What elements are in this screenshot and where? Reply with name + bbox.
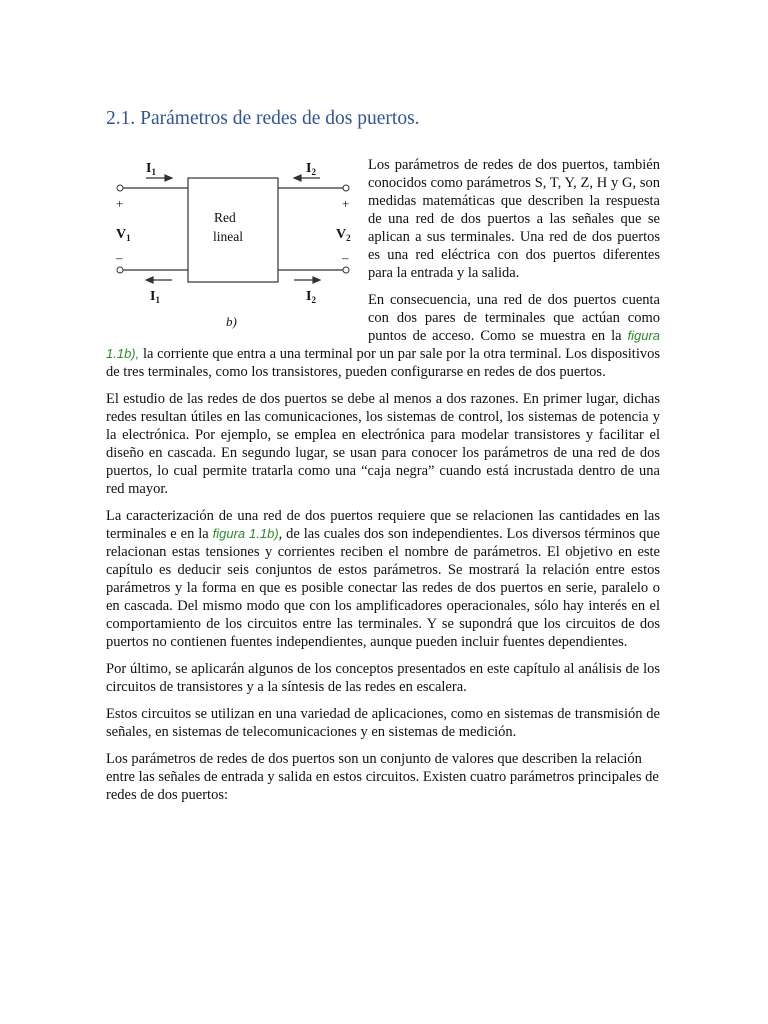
label-i1-bottom: $I_1$ — [150, 289, 160, 305]
label-v2: $V_2$ — [336, 227, 351, 243]
paragraph-2-part-a: En consecuencia, una red de dos puertos cuenta con dos pares de terminales que actúan como puntos de acceso. Como se muestra en la — [368, 292, 660, 344]
plus-right: + — [342, 196, 350, 211]
label-i2-top: $I_2$ — [306, 161, 316, 177]
paragraph-5: Por último, se aplicarán algunos de los conceptos presentados en este capítulo al análisis de los circuitos de transistores y a la síntesis de las redes en escalera. — [106, 661, 660, 695]
paragraph-2-part-b: la corriente que entra a una terminal por un par sale por la otra terminal. Los dispositivos de tres terminales, como los transistores, pueden configurarse en redes de dos puertos. — [106, 346, 660, 380]
paragraph-1: Los parámetros de redes de dos puertos, también conocidos como parámetros S, T, Y, Z, H y G, son medidas matemáticas que describen la respuesta de una red de dos puertos a las señales que se aplican a sus terminales. Una red de dos puertos es una red eléctrica con dos puertos diferentes para la entrada y la salida. — [368, 157, 660, 281]
figure-float-spacer — [106, 156, 368, 332]
plus-left: + — [116, 196, 124, 211]
paragraph-4-part-a: La caracterización de una red de dos puertos requiere que se relacionen las cantidades en las terminales e en la — [106, 508, 660, 542]
paragraph-4 — [106, 507, 660, 651]
body-text — [106, 156, 660, 813]
figure-reference-link[interactable]: figura 1.1b) — [212, 526, 279, 541]
figure-reference-link[interactable]: figura 1.1b), — [106, 328, 661, 361]
label-v1: $V_1$ — [116, 227, 131, 243]
label-i2-bottom: $I_2$ — [306, 289, 316, 305]
paragraph-7: Los parámetros de redes de dos puertos son un conjunto de valores que describen la relación entre las señales de entrada y salida en estos circuitos. Existen cuatro parámetros principales de redes de dos puertos: — [106, 751, 659, 803]
box-label-line2: lineal — [213, 229, 243, 244]
figure-caption: b) — [226, 314, 237, 329]
paragraph-4-part-b: , de las cuales dos son independientes. Los diversos términos que relacionan estas tensiones y corrientes reciben el nombre de parámetros. El objetivo en este capítulo es deducir seis conjuntos de estos parámetros. Se mostrará la relación entre estos parámetros y la forma en que es posible conectar las redes de dos puertos en serie, paralelo o en cascada. Del mismo modo que con los amplificadores operacionales, sólo hay interés en el comportamiento de los circuitos entre las terminales. Y se supondrá que los circuitos de dos puertos no contienen fuentes independientes, aunque pueden incluir fuentes dependientes. — [106, 526, 660, 650]
label-i1-top: $I_1$ — [146, 161, 156, 177]
paragraph-3: El estudio de las redes de dos puertos se debe al menos a dos razones. En primer lugar, dichas redes resultan útiles en las comunicaciones, los sistemas de control, los sistemas de potencia y la electrónica. Por ejemplo, se emplea en electrónica para modelar transistores y facilitar el diseño en cascada. En segundo lugar, se usan para conocer los parámetros de una red de dos puertos, lo cual permite tratarla como una “caja negra” cuando está incrustada dentro de una red mayor. — [106, 391, 660, 497]
section-heading: 2.1. Parámetros de redes de dos puertos. — [106, 108, 420, 129]
minus-right: – — [342, 250, 349, 265]
paragraph-6: Estos circuitos se utilizan en una variedad de aplicaciones, como en sistemas de transmisión de señales, en sistemas de telecomunicaciones y en sistemas de medición. — [106, 706, 660, 740]
box-label-line1: Red — [214, 210, 236, 225]
minus-left: – — [116, 250, 123, 265]
